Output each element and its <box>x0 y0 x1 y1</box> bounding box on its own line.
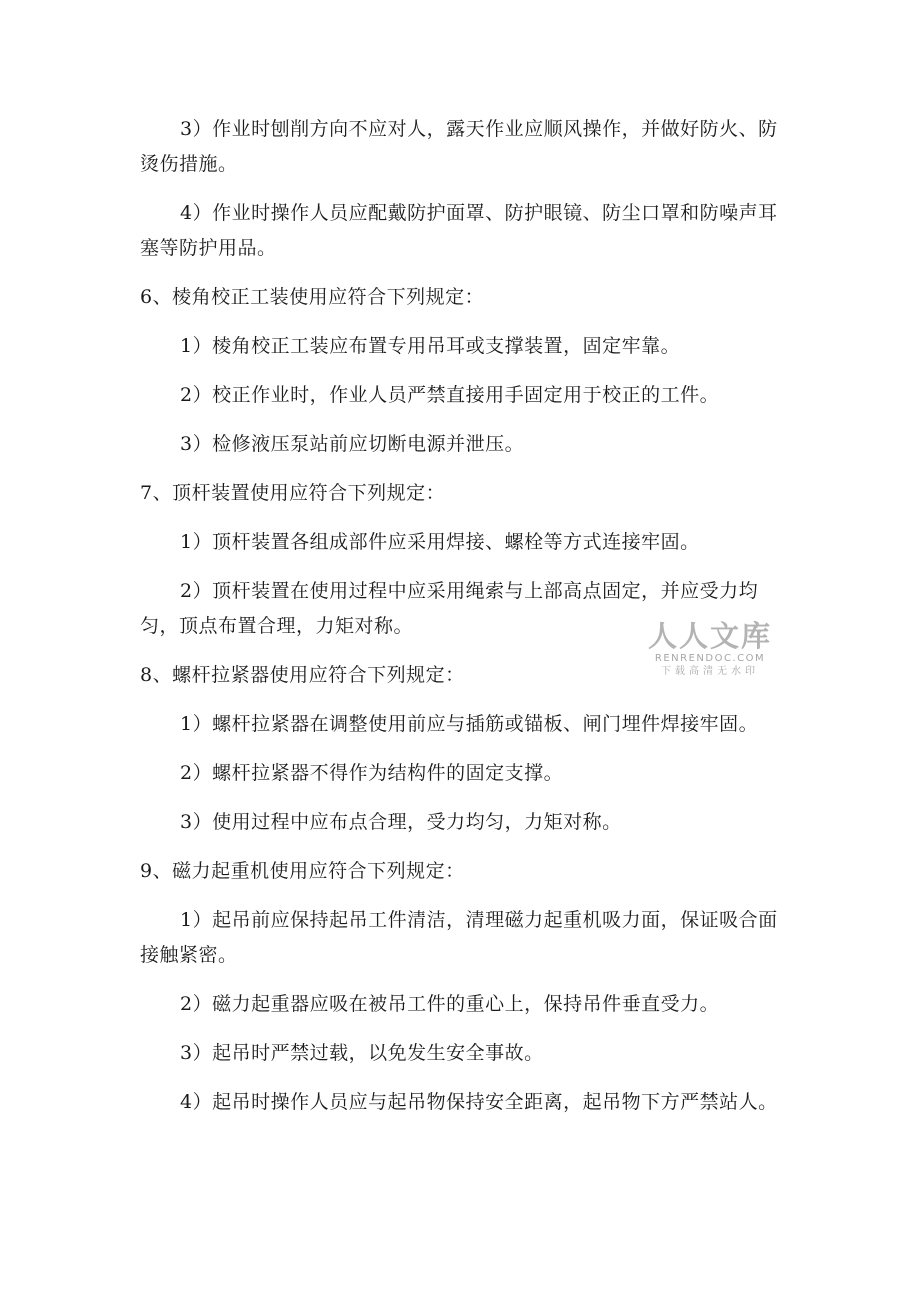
paragraph: 4）起吊时操作人员应与起吊物保持安全距离，起吊物下方严禁站人。 <box>180 1091 778 1113</box>
paragraph: 4）作业时操作人员应配戴防护面罩、防护眼镜、防尘口罩和防噪声耳塞等防护用品。 <box>140 202 778 259</box>
section-heading: 8、螺杆拉紧器使用应符合下列规定： <box>140 664 465 686</box>
watermark-title: 人人文库 <box>647 619 772 653</box>
section-heading: 7、顶杆装置使用应符合下列规定： <box>140 482 446 504</box>
paragraph: 1）螺杆拉紧器在调整使用前应与插筋或锚板、闸门埋件焊接牢固。 <box>180 713 759 735</box>
paragraph: 2）螺杆拉紧器不得作为结构件的固定支撑。 <box>180 762 564 784</box>
paragraph: 2）顶杆装置在使用过程中应采用绳索与上部高点固定，并应受力均匀，顶点布置合理，力矩对称。 <box>140 580 759 637</box>
watermark-subtitle: 下载高清无水印 <box>661 666 759 677</box>
paragraph: 3）检修液压泵站前应切断电源并泄压。 <box>180 433 525 455</box>
paragraph: 1）起吊前应保持起吊工件清洁，清理磁力起重机吸力面，保证吸合面接触紧密。 <box>140 909 778 966</box>
paragraph: 3）作业时刨削方向不应对人，露天作业应顺风操作，并做好防火、防烫伤措施。 <box>140 118 778 175</box>
section-heading: 6、棱角校正工装使用应符合下列规定： <box>140 286 485 308</box>
paragraph: 1）顶杆装置各组成部件应采用焊接、螺栓等方式连接牢固。 <box>180 531 700 553</box>
paragraph: 2）校正作业时，作业人员严禁直接用手固定用于校正的工件。 <box>180 384 720 406</box>
watermark <box>640 620 780 678</box>
paragraph: 3）起吊时严禁过载，以免发生安全事故。 <box>180 1042 544 1064</box>
paragraph: 3）使用过程中应布点合理，受力均匀，力矩对称。 <box>180 811 622 833</box>
paragraph: 1）棱角校正工装应布置专用吊耳或支撑装置，固定牢靠。 <box>180 335 681 357</box>
watermark-domain: RENRENDOC.COM <box>654 653 766 664</box>
section-heading: 9、磁力起重机使用应符合下列规定： <box>140 860 465 882</box>
paragraph: 2）磁力起重器应吸在被吊工件的重心上，保持吊件垂直受力。 <box>180 993 720 1015</box>
